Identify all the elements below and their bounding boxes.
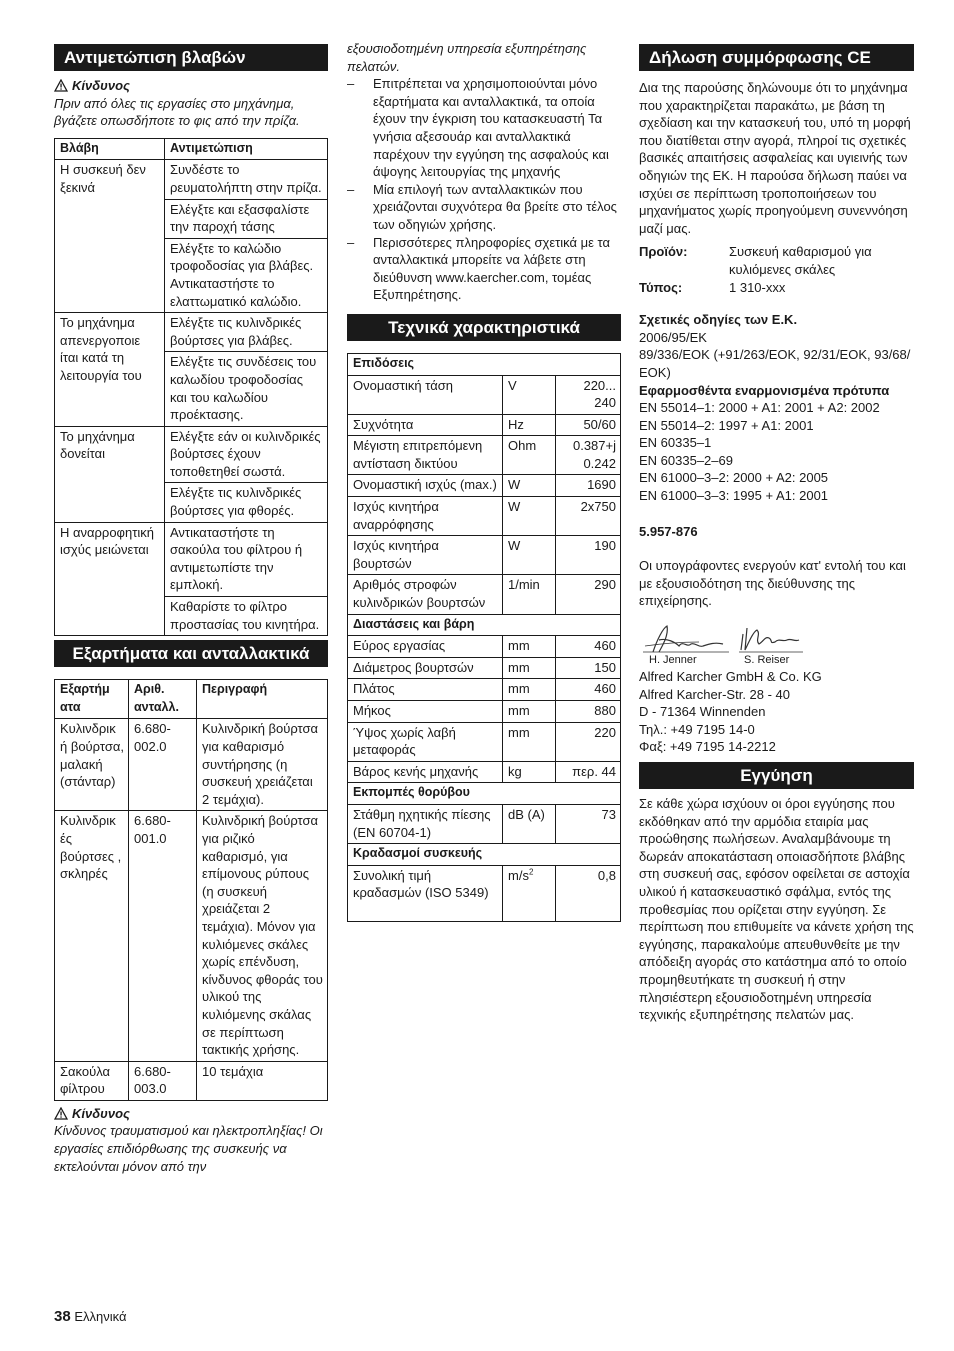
- part-description: Κυλινδρική βούρτσα για ριζικό καθαρισμό, για επίμονους ρύπους (η συσκευή χρειάζεται 2 τεμάχια). Μόνον για κυλιόμενες σκάλες χωρίς επένδυση, κίνδυνος φθοράς του υλικού της κυλιόμενης σκάλας σε περίπτωση τακτικής χρήσης.: [197, 811, 328, 1061]
- parts-heading: Εξαρτήματα και ανταλλακτικά: [54, 640, 328, 667]
- spec-section-row: Επιδόσεις: [348, 353, 621, 375]
- spec-section-row: Κραδασμοί συσκευής: [348, 844, 621, 866]
- page-number: 38: [54, 1308, 71, 1325]
- spec-section-row: Διαστάσεις και βάρη: [348, 614, 621, 636]
- danger-label: Κίνδυνος: [72, 78, 130, 93]
- page-footer: [54, 1308, 126, 1326]
- danger-notice-2: [54, 1105, 328, 1123]
- standard-line: EN 60335–2–69: [639, 452, 733, 468]
- remedy-cell: Καθαρίστε το φίλτρο προστασίας του κινητήρα.: [165, 597, 328, 636]
- header-fault: Βλάβη: [55, 138, 165, 160]
- table-row: Βάρος κενής μηχανής kg περ. 44: [348, 761, 621, 783]
- part-name: Κυλινδρικ ή βούρτσα, μαλακή (στάνταρ): [55, 719, 129, 811]
- header-part: Εξαρτήμ ατα: [55, 680, 129, 719]
- column-right: [639, 44, 914, 1024]
- part-name: Σακούλα φίλτρου: [55, 1061, 129, 1100]
- document-number: 5.957-876: [639, 523, 698, 539]
- column-middle: [347, 40, 621, 922]
- directive-line: 89/336/ΕΟΚ (+91/263/ΕΟΚ, 92/31/ΕΟΚ, 93/68/ΕΟΚ): [639, 347, 911, 380]
- product-label: Προϊόν:: [639, 244, 688, 260]
- language-label: Ελληνικά: [74, 1309, 127, 1324]
- table-row: Πλάτος mm 460: [348, 679, 621, 701]
- danger-label: Κίνδυνος: [72, 1105, 130, 1121]
- directive-line: 2006/95/ΕΚ: [639, 329, 707, 345]
- table-row: Ισχύς κινητήρα βουρτσών W 190: [348, 536, 621, 575]
- remedy-cell: Ελέγξτε εάν οι κυλινδρικές βούρτσες έχουν τοποθετηθεί σωστά.: [165, 426, 328, 483]
- address-line: Φαξ: +49 7195 14-2212: [639, 739, 776, 755]
- parts-table: [54, 679, 328, 1101]
- part-description: 10 τεμάχια: [197, 1061, 328, 1100]
- table-row: Συχνότητα Hz 50/60: [348, 414, 621, 436]
- standard-line: EN 55014–1: 2000 + A1: 2001 + A2: 2002: [639, 400, 880, 416]
- warning-triangle-icon: [54, 79, 68, 92]
- table-row: [55, 522, 328, 596]
- signer-name-2: S. Reiser: [744, 654, 790, 667]
- remedy-cell: Ελέγξτε και εξασφαλίστε την παροχή τάσης: [165, 199, 328, 238]
- table-row: Ύψος χωρίς λαβή μεταφοράς mm 220: [348, 722, 621, 761]
- part-name: Κυλινδρικ ές βούρτσες , σκληρές: [55, 811, 129, 1061]
- table-row: [55, 426, 328, 483]
- table-row: Διάμετρος βουρτσών mm 150: [348, 657, 621, 679]
- remedy-cell: Ελέγξτε το καλώδιο τροφοδοσίας για βλάβες. Αντικαταστήστε το ελαττωματικό καλώδιο.: [165, 238, 328, 312]
- part-number: 6.680-001.0: [129, 811, 197, 1061]
- remedy-cell: Ελέγξτε τις συνδέσεις του καλωδίου τροφοδοσίας και του καλωδίου προέκτασης.: [165, 352, 328, 426]
- troubleshooting-table: [54, 138, 328, 636]
- danger-text: Πριν από όλες τις εργασίες στο μηχάνημα, βγάζετε οπωσδήποτε το φις από την πρίζα.: [54, 95, 300, 129]
- header-remedy: Αντιμετώπιση: [165, 138, 328, 160]
- signatures: [639, 622, 914, 666]
- remedy-cell: Ελέγξτε τις κυλινδρικές βούρτσες για φθορές.: [165, 483, 328, 522]
- fault-cell: Η συσκευή δεν ξεκινά: [55, 160, 165, 313]
- type-value: 1 310-xxx: [729, 279, 786, 295]
- list-item: – Περισσότερες πληροφορίες σχετικά με τα ανταλλακτικά μπορείτε να λάβετε στη διεύθυνση www.kaercher.com, τομέας Εξυπηρέτησης.: [347, 234, 621, 304]
- directives-label: Σχετικές οδηγίες των Ε.Κ.: [639, 312, 798, 328]
- standards-label: Εφαρμοσθέντα εναρμονισμένα πρότυπα: [639, 382, 890, 398]
- table-row: [55, 160, 328, 199]
- troubleshooting-heading: Αντιμετώπιση βλαβών: [54, 44, 328, 71]
- signers-text: Οι υπογράφοντες ενεργούν κατ' εντολή του και με εξουσιοδότηση της διεύθυνσης της επιχείρησης.: [639, 558, 906, 609]
- table-row: Συνολική τιμή κραδασμών (ISO 5349) $m/s^2$ 0,8: [348, 865, 621, 921]
- remedy-cell: Αντικαταστήστε τη σακούλα του φίλτρου ή αντιμετωπίστε την εμπλοκή.: [165, 522, 328, 596]
- product-value: Συσκευή καθαρισμού για κυλιόμενες σκάλες: [729, 244, 872, 277]
- list-item: – Μία επιλογή των ανταλλακτικών που χρειάζονται συχνότερα θα βρείτε στο τέλος των οδηγιών χρήσης.: [347, 181, 621, 234]
- standard-line: EN 55014–2: 1997 + A1: 2001: [639, 417, 814, 433]
- standard-line: EN 61000–3–2: 2000 + A2: 2005: [639, 470, 829, 486]
- address-line: D - 71364 Winnenden: [639, 704, 766, 720]
- warning-triangle-icon: [54, 1107, 68, 1120]
- standard-line: EN 61000–3–3: 1995 + A1: 2001: [639, 488, 829, 504]
- remedy-cell: Ελέγξτε τις κυλινδρικές βούρτσες για βλάβες.: [165, 313, 328, 352]
- table-row: [55, 1061, 328, 1100]
- part-number: 6.680-003.0: [129, 1061, 197, 1100]
- table-row: [55, 313, 328, 352]
- danger-notice: [54, 77, 328, 95]
- parts-notes-list: [347, 75, 621, 304]
- danger-text-2: Κίνδυνος τραυματισμού και ηλεκτροπληξίας! Οι εργασίες επιδιόρθωσης της συσκευής να εκτελούνται μόνον από την: [54, 1123, 323, 1174]
- type-label: Τύπος:: [639, 279, 683, 295]
- standard-line: EN 60335–1: [639, 435, 712, 451]
- product-info: [639, 243, 914, 296]
- specs-table: [347, 353, 621, 922]
- table-row: Ονομαστική τάση V 220... 240: [348, 375, 621, 414]
- fault-cell: Το μηχάνημα απενεργοποιε ίται κατά τη λειτουργία του: [55, 313, 165, 427]
- part-description: Κυλινδρική βούρτσα για καθαρισμό συντήρησης (η συσκευή χρειάζεται 2 τεμάχια).: [197, 719, 328, 811]
- ce-intro-text: Δια της παρούσης δηλώνουμε ότι το μηχάνημα που χαρακτηρίζεται παρακάτω, με βάση τη σχεδίαση και την κατασκευή του, υπό τη μορφή που διατίθεται στην αγορά, πληροί τις σχετικές βασικές απαιτήσεις ασφαλείας και υγιεινής των οδηγιών της ΕΚ. Η παρούσα δήλωση παύει να ισχύει σε περίπτωση τροποποιήσεων του μηχανήματος χωρίς προηγούμενη συνεννόηση μαζί μας.: [639, 80, 911, 236]
- continued-text: εξουσιοδοτημένη υπηρεσία εξυπηρέτησης πελατών.: [347, 41, 587, 74]
- header-number: Αριθ. ανταλλ.: [129, 680, 197, 719]
- table-row: Ονομαστική ισχύς (max.) W 1690: [348, 475, 621, 497]
- fault-cell: Το μηχάνημα δονείται: [55, 426, 165, 522]
- specs-heading: Τεχνικά χαρακτηριστικά: [347, 314, 621, 341]
- signer-name-1: H. Jenner: [649, 654, 697, 667]
- address-line: Τηλ.: +49 7195 14-0: [639, 721, 755, 737]
- table-row: Στάθμη ηχητικής πίεσης (EN 60704-1) dB (A) 73: [348, 804, 621, 843]
- table-row: Ισχύς κινητήρα αναρρόφησης W 2x750: [348, 497, 621, 536]
- table-row: Μέγιστη επιτρεπόμενη αντίσταση δικτύου Ohm 0.387+j 0.242: [348, 436, 621, 475]
- table-row: [55, 811, 328, 1061]
- ce-declaration-heading: Δήλωση συμμόρφωσης CE: [639, 44, 914, 71]
- warranty-heading: Εγγύηση: [639, 762, 914, 789]
- warranty-text: Σε κάθε χώρα ισχύουν οι όροι εγγύησης που εκδόθηκαν από την αρμόδια εταιρία μας προώθησης πωλήσεων. Αναλαμβάνουμε τη δωρεάν αποκατάσταση οποιασδήποτε βλάβης στη συσκευή σας, εφόσον οφείλεται σε αστοχία υλικού ή κατασκευαστικό σφάλμα, εντός της προθεσμίας που ορίζεται στην εγγύηση. Σε περίπτωση που επιθυμείτε να κάνετε χρήση της εγγύησης, παρακαλούμε απευθυνθείτε με την απόδειξη αγοράς στο κατάστημα από το οποίο προμηθευτήκατε τη συσκευή ή στην πλησιέστερη εξουσιοδοτημένη υπηρεσία τεχνικής εξυπηρέτησης πελατών μας.: [639, 796, 914, 1023]
- table-row: [55, 719, 328, 811]
- company-address: [639, 668, 914, 756]
- address-line: Alfred Karcher GmbH & Co. KG: [639, 669, 822, 685]
- fault-cell: Η αναρροφητική ισχύς μειώνεται: [55, 522, 165, 636]
- remedy-cell: Συνδέστε το ρευματολήπτη στην πρίζα.: [165, 160, 328, 199]
- part-number: 6.680-002.0: [129, 719, 197, 811]
- spec-section-row: Εκπομπές θορύβου: [348, 783, 621, 805]
- unit-text: m/s: [508, 867, 529, 883]
- table-row: Μήκος mm 880: [348, 701, 621, 723]
- unit-exponent: 2: [528, 867, 534, 877]
- list-item: – Επιτρέπεται να χρησιμοποιούνται μόνο εξαρτήματα και ανταλλακτικά, τα οποία έχουν την έγκριση του κατασκευαστή Τα γνήσια αξεσουάρ και ανταλλακτικά παρέχουν την εγγύηση της ασφαλούς και άψογης λειτουργίας της μηχανής: [347, 75, 621, 181]
- signature-graphics: [639, 622, 819, 656]
- table-row: Εύρος εργασίας mm 460: [348, 636, 621, 658]
- table-row: Αριθμός στροφών κυλινδρικών βουρτσών 1/min 290: [348, 575, 621, 614]
- header-description: Περιγραφή: [197, 680, 328, 719]
- column-left: [54, 44, 328, 1175]
- address-line: Alfred Karcher-Str. 28 - 40: [639, 686, 791, 702]
